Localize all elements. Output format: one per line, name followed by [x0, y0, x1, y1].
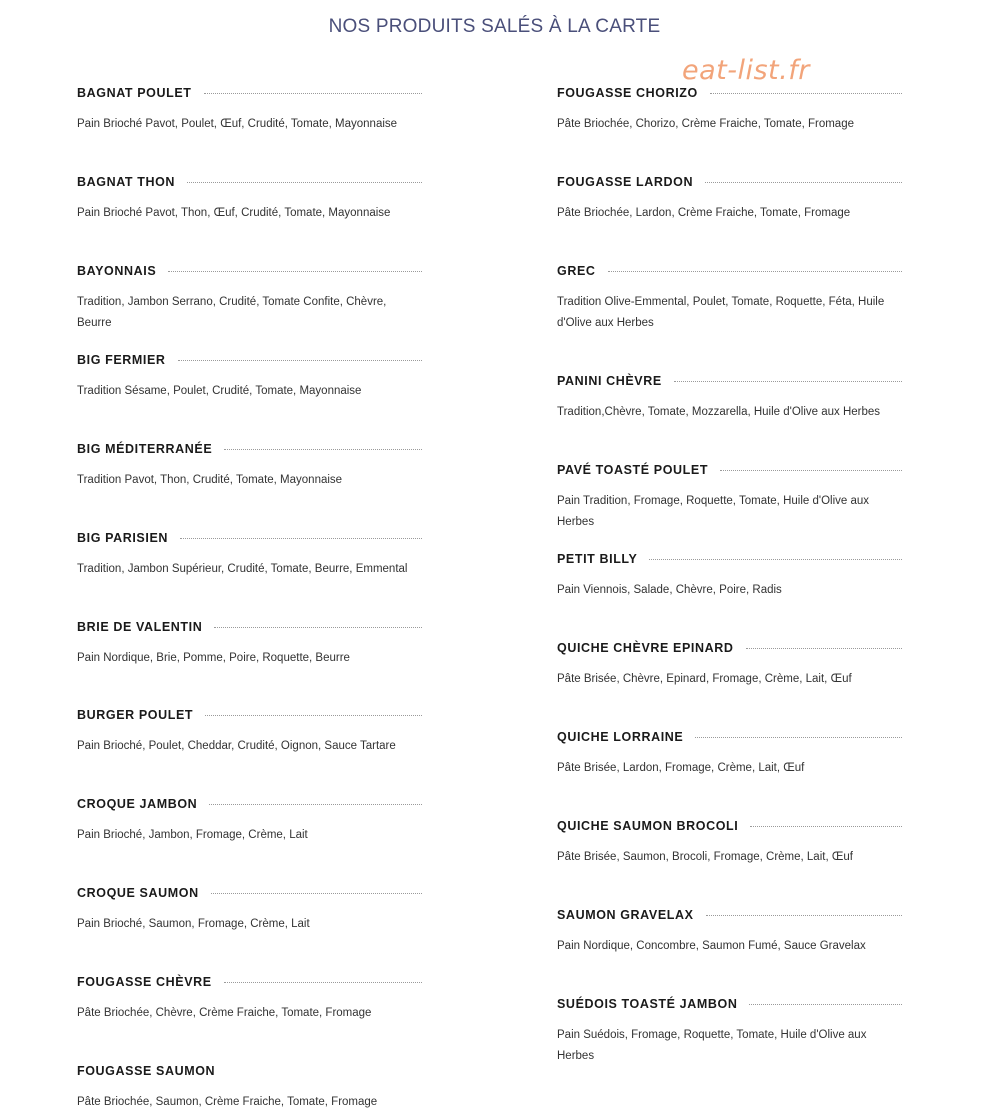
item-description: Pain Viennois, Salade, Chèvre, Poire, Radis	[557, 584, 782, 596]
menu-item	[557, 174, 902, 224]
item-description: Pâte Briochée, Chèvre, Crème Fraiche, Tomate, Fromage	[77, 1007, 372, 1019]
item-name: SAUMON GRAVELAX	[557, 908, 694, 922]
item-description: Pain Brioché, Poulet, Cheddar, Crudité, Oignon, Sauce Tartare	[77, 740, 396, 752]
menu-item	[557, 462, 902, 533]
item-name: FOUGASSE CHÈVRE	[77, 975, 212, 989]
dotted-divider	[204, 93, 422, 94]
dotted-divider	[224, 982, 422, 983]
item-description: Pain Brioché, Jambon, Fromage, Crème, Lait	[77, 829, 308, 841]
watermark-logo: eat-list.fr	[682, 55, 810, 86]
menu-item	[557, 640, 902, 690]
dotted-divider	[749, 1004, 902, 1005]
dotted-divider	[187, 182, 422, 183]
menu-item	[557, 373, 902, 423]
dotted-divider	[214, 627, 422, 628]
item-name: BURGER POULET	[77, 708, 194, 722]
item-name: FOUGASSE CHORIZO	[557, 86, 698, 100]
item-description: Tradition, Jambon Serrano, Crudité, Tomate Confite, Chèvre, Beurre	[77, 296, 387, 329]
menu-item	[557, 551, 902, 601]
item-description: Tradition, Jambon Supérieur, Crudité, Tomate, Beurre, Emmental	[77, 563, 408, 575]
item-description: Pain Brioché Pavot, Poulet, Œuf, Crudité, Tomate, Mayonnaise	[77, 118, 398, 130]
dotted-divider	[674, 381, 902, 382]
item-description: Pâte Briochée, Saumon, Crème Fraiche, Tomate, Fromage	[77, 1096, 378, 1108]
item-name: BRIE DE VALENTIN	[77, 620, 203, 634]
dotted-divider	[608, 271, 902, 272]
item-description: Tradition Olive-Emmental, Poulet, Tomate, Roquette, Féta, Huile d'Olive aux Herbes	[557, 296, 885, 329]
menu-item	[77, 263, 422, 334]
menu-item	[557, 996, 902, 1067]
menu-item	[557, 907, 902, 957]
dotted-divider	[706, 915, 902, 916]
dotted-divider	[224, 449, 422, 450]
item-name: CROQUE SAUMON	[77, 886, 199, 900]
dotted-divider	[746, 648, 902, 649]
menu-item	[77, 530, 422, 580]
dotted-divider	[168, 271, 422, 272]
item-description: Tradition Pavot, Thon, Crudité, Tomate, Mayonnaise	[77, 474, 343, 486]
dotted-divider	[211, 893, 422, 894]
item-description: Tradition Sésame, Poulet, Crudité, Tomate, Mayonnaise	[77, 385, 362, 397]
item-name: BIG FERMIER	[77, 353, 166, 367]
item-name: FOUGASSE SAUMON	[77, 1064, 216, 1078]
menu-item	[557, 85, 902, 135]
item-description: Tradition,Chèvre, Tomate, Mozzarella, Huile d'Olive aux Herbes	[557, 406, 881, 418]
item-description: Pâte Brisée, Lardon, Fromage, Crème, Lait, Œuf	[557, 762, 805, 774]
menu-item	[77, 707, 422, 757]
dotted-divider	[205, 715, 422, 716]
dotted-divider	[705, 182, 902, 183]
item-name: BAGNAT POULET	[77, 86, 192, 100]
dotted-divider	[720, 470, 902, 471]
item-description: Pain Nordique, Concombre, Saumon Fumé, Sauce Gravelax	[557, 940, 866, 952]
dotted-divider	[710, 93, 902, 94]
dotted-divider	[649, 559, 902, 560]
item-name: BAYONNAIS	[77, 264, 157, 278]
item-name: QUICHE LORRAINE	[557, 730, 684, 744]
item-description: Pain Brioché, Saumon, Fromage, Crème, Lait	[77, 918, 310, 930]
dotted-divider	[750, 826, 902, 827]
item-name: CROQUE JAMBON	[77, 797, 198, 811]
item-description: Pain Suédois, Fromage, Roquette, Tomate, Huile d'Olive aux Herbes	[557, 1029, 867, 1062]
item-description: Pâte Brisée, Chèvre, Epinard, Fromage, Crème, Lait, Œuf	[557, 673, 852, 685]
menu-item	[77, 85, 422, 135]
item-description: Pâte Briochée, Chorizo, Crème Fraiche, Tomate, Fromage	[557, 118, 854, 130]
dotted-divider	[209, 804, 422, 805]
dotted-divider	[180, 538, 422, 539]
page-title: NOS PRODUITS SALÉS À LA CARTE	[328, 16, 661, 37]
menu-item	[77, 974, 422, 1024]
item-name: PANINI CHÈVRE	[557, 374, 662, 388]
item-name: GREC	[557, 264, 596, 278]
item-name: BIG PARISIEN	[77, 531, 169, 545]
item-name: QUICHE SAUMON BROCOLI	[557, 819, 739, 833]
menu-item	[77, 1063, 422, 1113]
menu-item	[557, 818, 902, 868]
item-description: Pain Brioché Pavot, Thon, Œuf, Crudité, Tomate, Mayonnaise	[77, 207, 391, 219]
menu-item	[77, 796, 422, 846]
menu-item	[77, 885, 422, 935]
item-name: QUICHE CHÈVRE EPINARD	[557, 641, 734, 655]
dotted-divider	[695, 737, 902, 738]
menu-item	[557, 263, 902, 334]
item-description: Pain Tradition, Fromage, Roquette, Tomate, Huile d'Olive aux Herbes	[557, 495, 870, 528]
item-description: Pain Nordique, Brie, Pomme, Poire, Roquette, Beurre	[77, 652, 350, 664]
menu-item	[77, 441, 422, 491]
item-name: FOUGASSE LARDON	[557, 175, 694, 189]
menu-item	[77, 619, 422, 669]
item-name: BIG MÉDITERRANÉE	[77, 442, 213, 456]
menu-item	[77, 352, 422, 402]
item-name: PETIT BILLY	[557, 552, 638, 566]
dotted-divider	[178, 360, 422, 361]
item-description: Pâte Brisée, Saumon, Brocoli, Fromage, Crème, Lait, Œuf	[557, 851, 853, 863]
menu-item	[557, 729, 902, 779]
item-name: SUÉDOIS TOASTÉ JAMBON	[557, 997, 738, 1011]
item-name: BAGNAT THON	[77, 175, 176, 189]
item-name: PAVÉ TOASTÉ POULET	[557, 463, 709, 477]
menu-item	[77, 174, 422, 224]
item-description: Pâte Briochée, Lardon, Crème Fraiche, Tomate, Fromage	[557, 207, 851, 219]
